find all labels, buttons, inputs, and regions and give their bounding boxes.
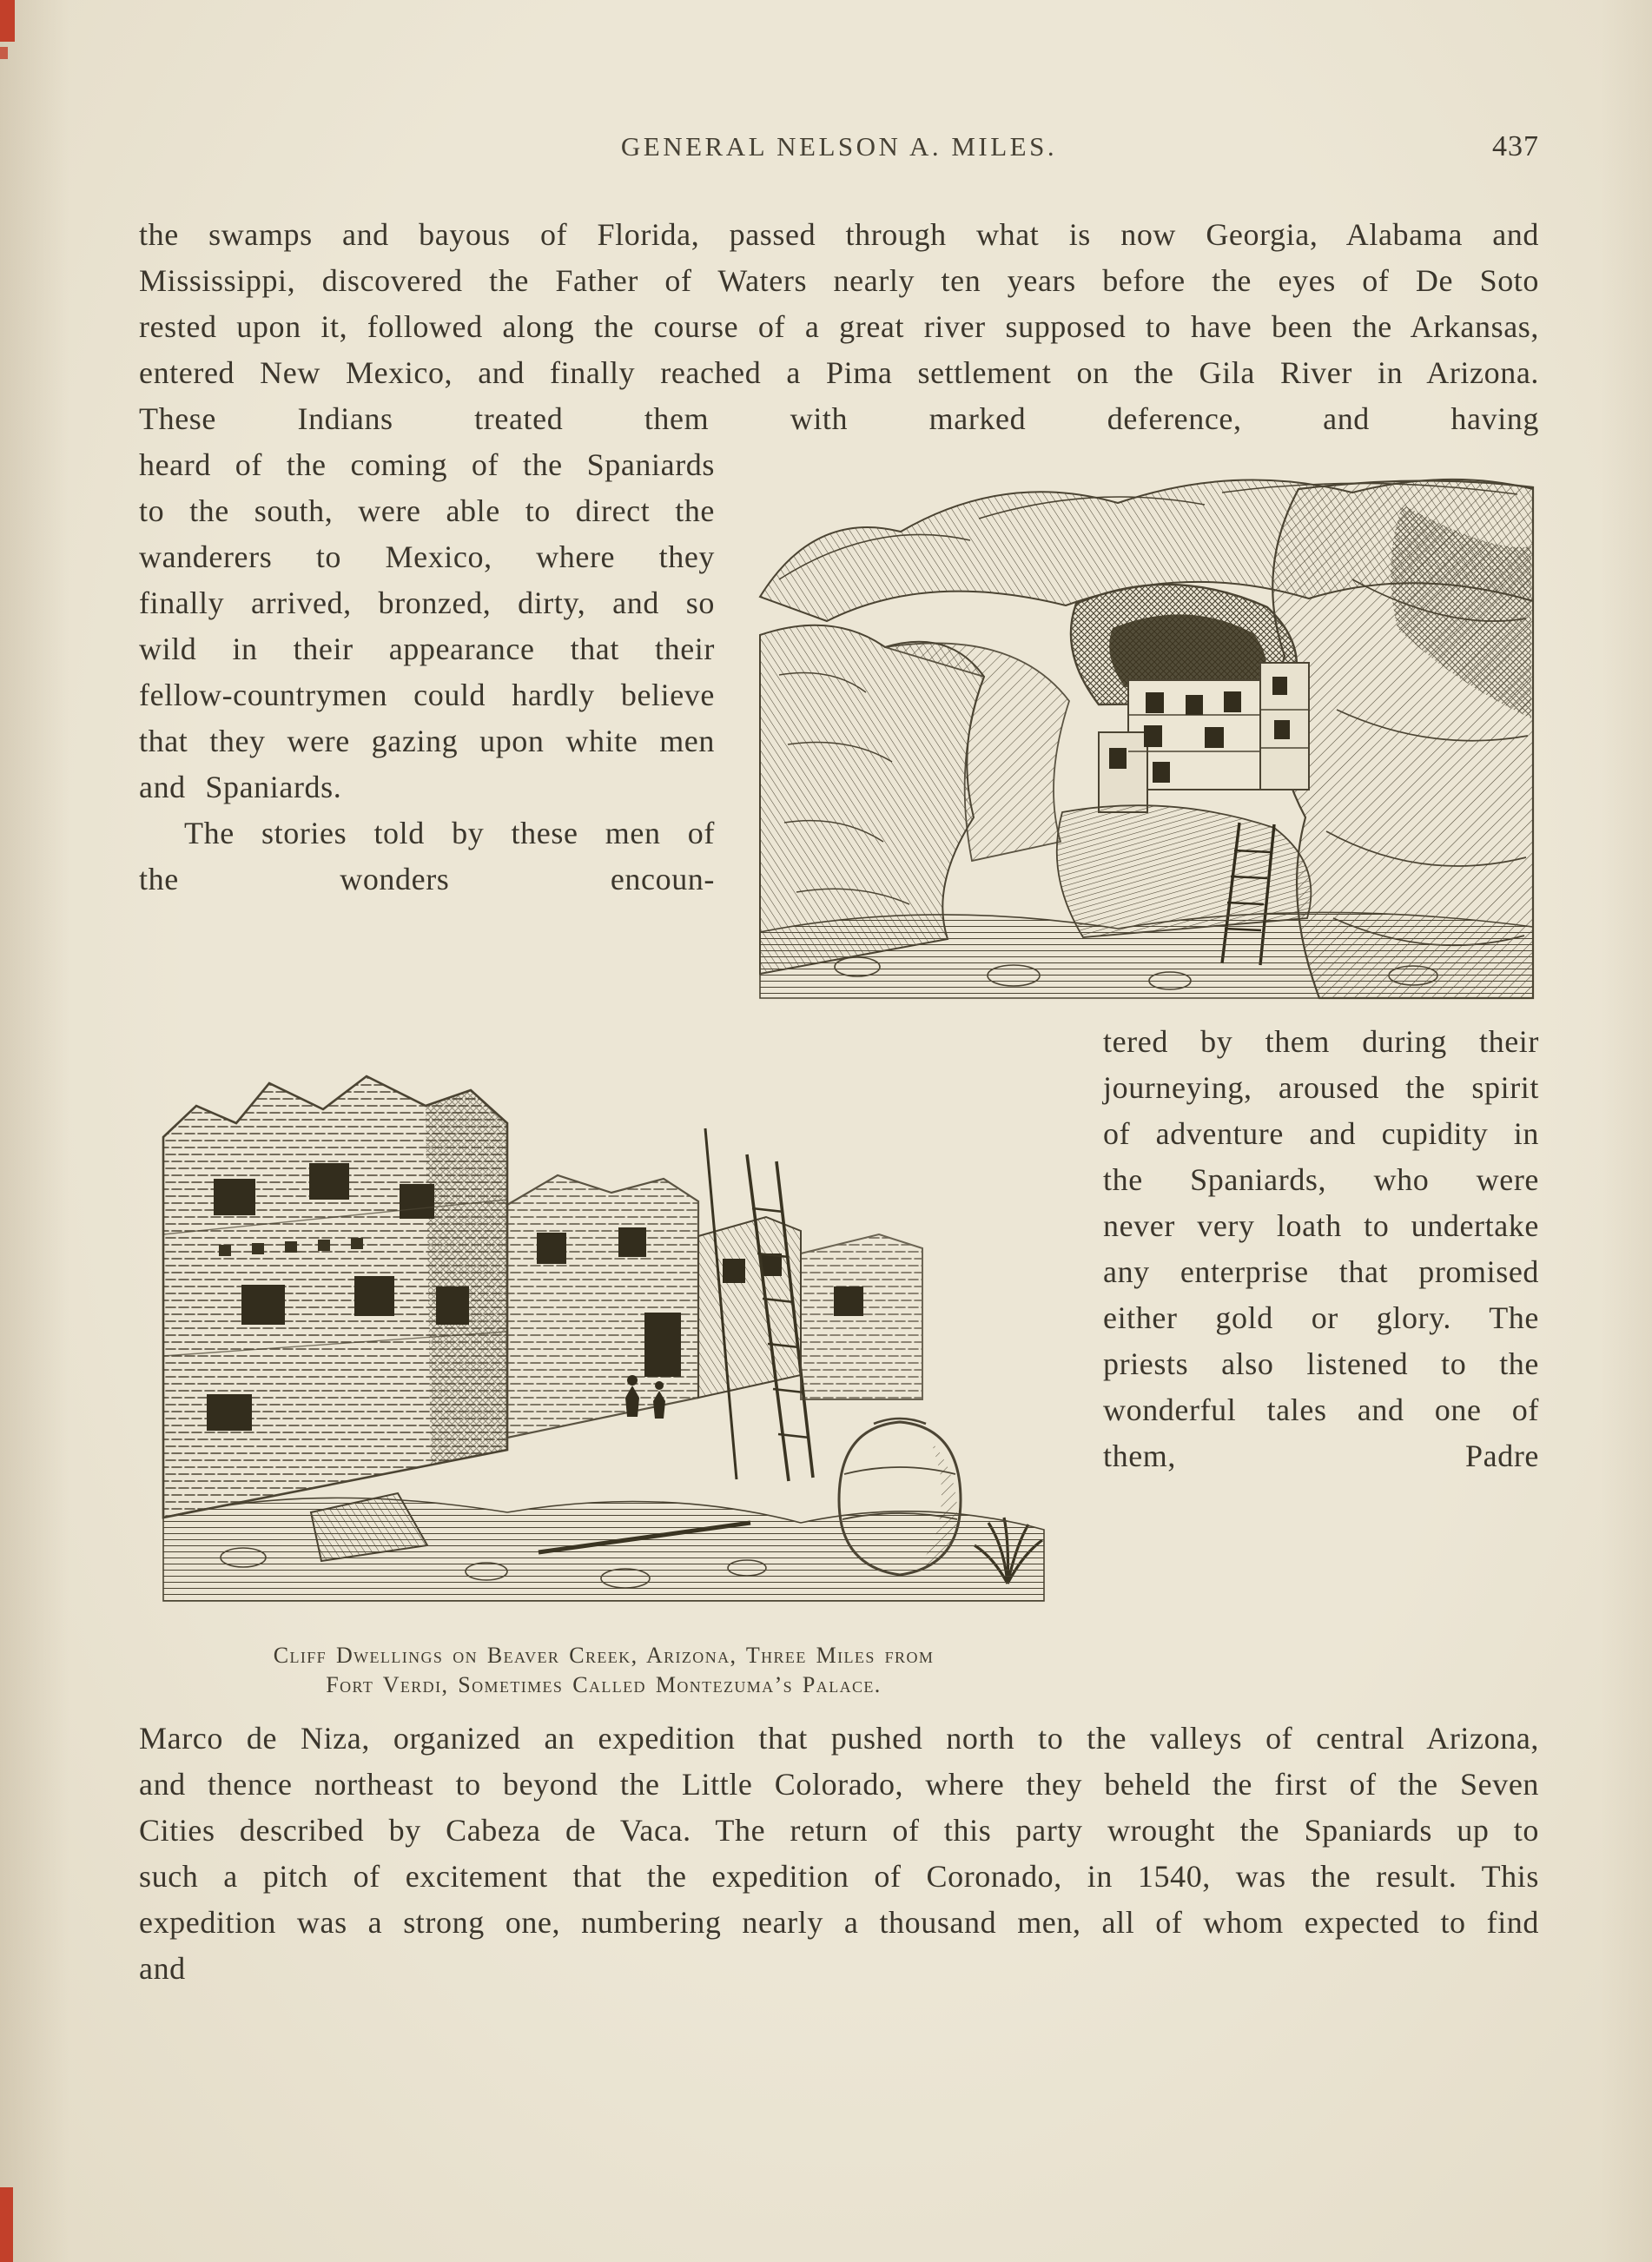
running-header bbox=[139, 130, 1539, 163]
pueblo-ruins-etching bbox=[139, 1026, 1068, 1625]
pueblo-ruins-illustration bbox=[139, 1026, 1068, 1625]
running-header-title: GENERAL NELSON A. MILES. bbox=[620, 131, 1058, 162]
paragraph-4-full-width: Marco de Niza, organized an expedition that pushed north to the valleys of central Arizona, and thence northeast to beyond the Little Colorado, where they beheld the first of the Seven Cities described by Cabeza de Vaca. The return of this party wrought the Spaniards up to such a pitch of excitement that the expedition of Coronado, in 1540, was the result. This expedition was a strong one, numbering nearly a thousand men, all of whom expected to find and bbox=[139, 1721, 1539, 1986]
cliff-dwelling-alcove-illustration bbox=[753, 449, 1539, 1005]
page-content bbox=[139, 130, 1539, 1992]
red-edge-mark-top-small bbox=[0, 47, 8, 59]
paragraph-3-right-column: tered by them during their journeying, aroused the spirit of adventure and cupidity in the Spaniards, who were never very loath to undertake any enterprise that promised either gold or glory. The priests also listened to the wonderful tales and one of them, Padre bbox=[1103, 1024, 1539, 1473]
paragraph-1-wrapped: heard of the coming of the Spaniards to the south, were able to direct the wanderers to Mexico, where they finally arrived, bronzed, dirty, and so wild in their appearance that their fellow-countrymen could hardly believe that they were gazing upon white men and Spaniards. bbox=[139, 447, 715, 804]
figure-caption bbox=[139, 1641, 1068, 1700]
paragraph-2: The stories told by these men of the wonders encoun- bbox=[139, 816, 715, 896]
pueblo-ruins-figure bbox=[139, 1026, 1068, 1700]
figure-caption-line1: Cliff Dwellings on Beaver Creek, Arizona, Three Miles from bbox=[273, 1643, 935, 1668]
page-number: 437 bbox=[1492, 130, 1539, 162]
page-body bbox=[139, 212, 1539, 1992]
cliff-dwelling-alcove-etching bbox=[753, 449, 1539, 1005]
paragraph-1-full-width: the swamps and bayous of Florida, passed through what is now Georgia, Alabama and Mississippi, discovered the Father of Waters nearly ten years before the eyes of De Soto rested upon it, followed along the course of a great river supposed to have been the Arkansas, entered New Mexico, and finally reached a Pima settlement on the Gila River in Arizona. These Indians treated them with marked deference, and having bbox=[139, 217, 1539, 436]
red-edge-mark-top bbox=[0, 0, 15, 42]
figure-caption-line2: Fort Verdi, Sometimes Called Montezuma’s Palace. bbox=[326, 1672, 882, 1697]
red-edge-mark-bottom bbox=[0, 2187, 13, 2262]
